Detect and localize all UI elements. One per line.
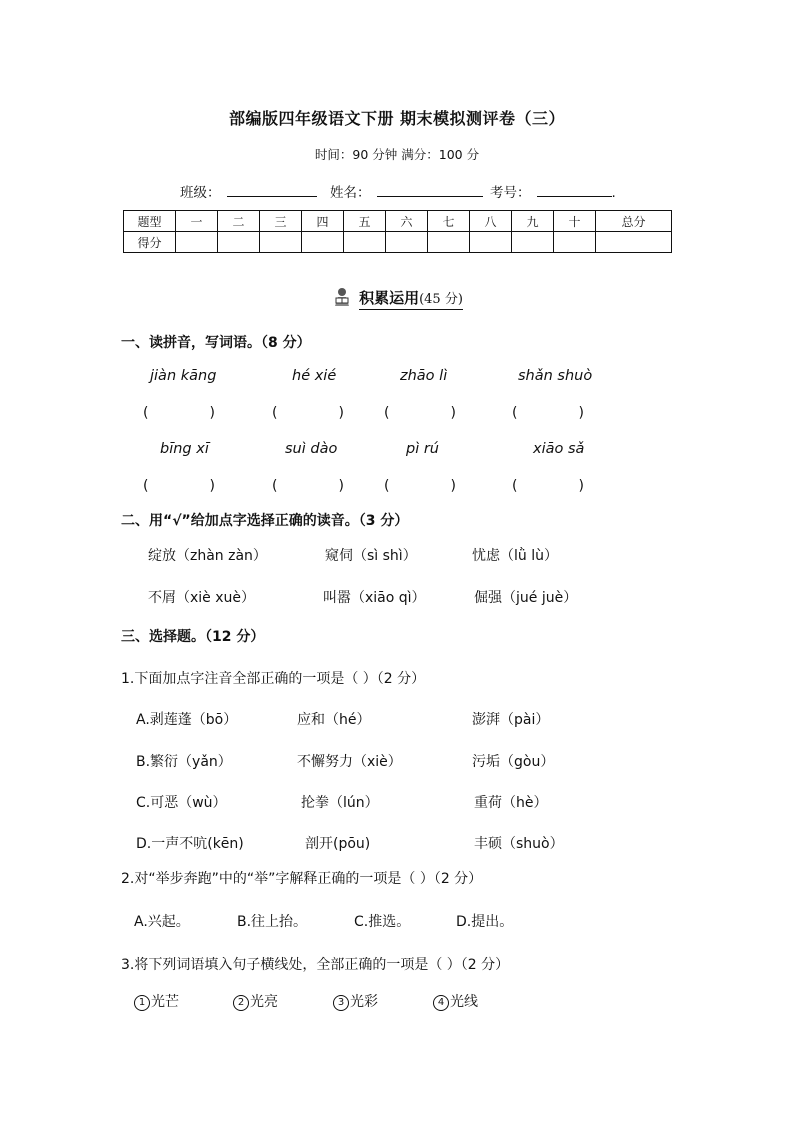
score-table — [123, 210, 672, 253]
pinyin-item: zhāo lì — [400, 368, 448, 384]
pinyin-item: pì rú — [406, 441, 439, 457]
option-b-item[interactable]: 污垢（gòu） — [472, 754, 555, 770]
q3-1-stem: 1.下面加点字注音全部正确的一项是（ ）（2 分） — [121, 671, 426, 687]
option-a-item[interactable]: A.剥莲蓬（bō） — [136, 712, 238, 728]
answer-blank[interactable]: ( ) — [272, 478, 344, 494]
table-cell: 一 — [176, 211, 218, 232]
answer-blank[interactable]: ( ) — [143, 405, 215, 421]
word-option: 3 光彩 — [333, 991, 378, 1011]
q3-heading: 三、选择题。（12 分） — [121, 629, 265, 645]
score-cell[interactable] — [176, 232, 218, 253]
reading-choice[interactable]: 绽放（zhàn zàn） — [148, 548, 267, 564]
q3-2-stem: 2.对“举步奔跑”中的“举”字解释正确的一项是（ ）（2 分） — [121, 871, 483, 887]
option-d[interactable]: D.提出。 — [456, 914, 514, 930]
circled-number: 1 — [134, 995, 150, 1011]
class-label: 班级： — [180, 185, 221, 201]
q2-heading: 二、用“√”给加点字选择正确的读音。（3 分） — [121, 513, 409, 529]
table-cell: 四 — [302, 211, 344, 232]
score-cell[interactable] — [428, 232, 470, 253]
name-label: 姓名： — [330, 185, 371, 201]
option-b-item[interactable]: 不懈努力（xiè） — [297, 754, 402, 770]
answer-blank[interactable]: ( ) — [272, 405, 344, 421]
circled-number: 3 — [333, 995, 349, 1011]
pinyin-item: shǎn shuò — [518, 368, 593, 384]
pinyin-item: xiāo sǎ — [533, 441, 585, 457]
score-cell[interactable] — [218, 232, 260, 253]
circled-number: 2 — [233, 995, 249, 1011]
option-a-item[interactable]: 澎湃（pài） — [472, 712, 550, 728]
table-cell: 五 — [344, 211, 386, 232]
word-option: 2 光亮 — [233, 991, 278, 1011]
table-cell: 七 — [428, 211, 470, 232]
section-title: 积累运用 — [359, 289, 420, 307]
pinyin-item: suì dào — [285, 441, 338, 457]
exam-no-tail: . — [611, 185, 616, 201]
score-cell[interactable] — [386, 232, 428, 253]
answer-blank[interactable]: ( ) — [512, 478, 584, 494]
pinyin-item: bīng xī — [160, 441, 209, 457]
word-option: 1 光芒 — [134, 991, 179, 1011]
answer-blank[interactable]: ( ) — [384, 478, 456, 494]
exam-no-field — [490, 181, 616, 201]
exam-time-score: 时间：90 分钟 满分：100 分 — [314, 147, 480, 162]
table-cell: 十 — [554, 211, 596, 232]
score-table-score-row — [124, 232, 672, 253]
score-cell[interactable] — [596, 232, 672, 253]
q3-3-stem: 3.将下列词语填入句子横线处，全部正确的一项是（ ）（2 分） — [121, 957, 510, 973]
reading-choice[interactable]: 不屑（xiè xuè） — [148, 590, 256, 606]
reading-choice[interactable]: 窥伺（sì shì） — [325, 548, 417, 564]
answer-blank[interactable]: ( ) — [143, 478, 215, 494]
q1-heading: 一、读拼音，写词语。（8 分） — [121, 335, 311, 351]
reading-choice[interactable]: 叫嚣（xiāo qì） — [323, 590, 426, 606]
word-option: 4 光线 — [433, 991, 478, 1011]
score-cell[interactable] — [344, 232, 386, 253]
name-blank — [377, 182, 483, 197]
name-field — [330, 181, 483, 201]
option-c-item[interactable]: 抡拳（lún） — [301, 795, 379, 811]
score-cell[interactable] — [512, 232, 554, 253]
option-a[interactable]: A.兴起。 — [134, 914, 190, 930]
reading-choice[interactable]: 倔强（jué juè） — [474, 590, 578, 606]
table-cell: 总分 — [596, 211, 672, 232]
circled-number: 4 — [433, 995, 449, 1011]
pinyin-item: jiàn kāng — [150, 368, 217, 384]
class-blank — [227, 182, 317, 197]
table-cell: 九 — [512, 211, 554, 232]
reading-choice[interactable]: 忧虑（lǜ lù） — [472, 548, 558, 564]
option-c-item[interactable]: C.可恶（wù） — [136, 795, 227, 811]
table-cell: 八 — [470, 211, 512, 232]
reading-figure-icon — [331, 286, 353, 308]
section-banner — [0, 286, 794, 310]
score-table-header-row — [124, 211, 672, 232]
class-field — [180, 181, 317, 201]
option-d-item[interactable]: 剖开(pōu) — [305, 836, 371, 852]
exam-no-blank — [537, 182, 612, 197]
table-cell: 三 — [260, 211, 302, 232]
score-cell[interactable] — [260, 232, 302, 253]
option-d-item[interactable]: 丰硕（shuò） — [474, 836, 564, 852]
score-cell[interactable] — [554, 232, 596, 253]
option-c-item[interactable]: 重荷（hè） — [474, 795, 548, 811]
score-cell[interactable] — [470, 232, 512, 253]
table-cell: 六 — [386, 211, 428, 232]
option-c[interactable]: C.推选。 — [354, 914, 411, 930]
score-cell[interactable] — [302, 232, 344, 253]
answer-blank[interactable]: ( ) — [512, 405, 584, 421]
answer-blank[interactable]: ( ) — [384, 405, 456, 421]
option-b[interactable]: B.往上抬。 — [237, 914, 308, 930]
table-cell: 得分 — [124, 232, 176, 253]
section-points: (45 分) — [419, 292, 463, 307]
table-cell: 题型 — [124, 211, 176, 232]
exam-no-label: 考号： — [490, 185, 531, 201]
option-a-item[interactable]: 应和（hé） — [297, 712, 371, 728]
page-title: 部编版四年级语文下册 期末模拟测评卷（三） — [228, 109, 566, 128]
option-b-item[interactable]: B.繁衍（yǎn） — [136, 754, 232, 770]
table-cell: 二 — [218, 211, 260, 232]
option-d-item[interactable]: D.一声不吭(kēn) — [136, 836, 244, 852]
pinyin-item: hé xié — [292, 368, 337, 384]
